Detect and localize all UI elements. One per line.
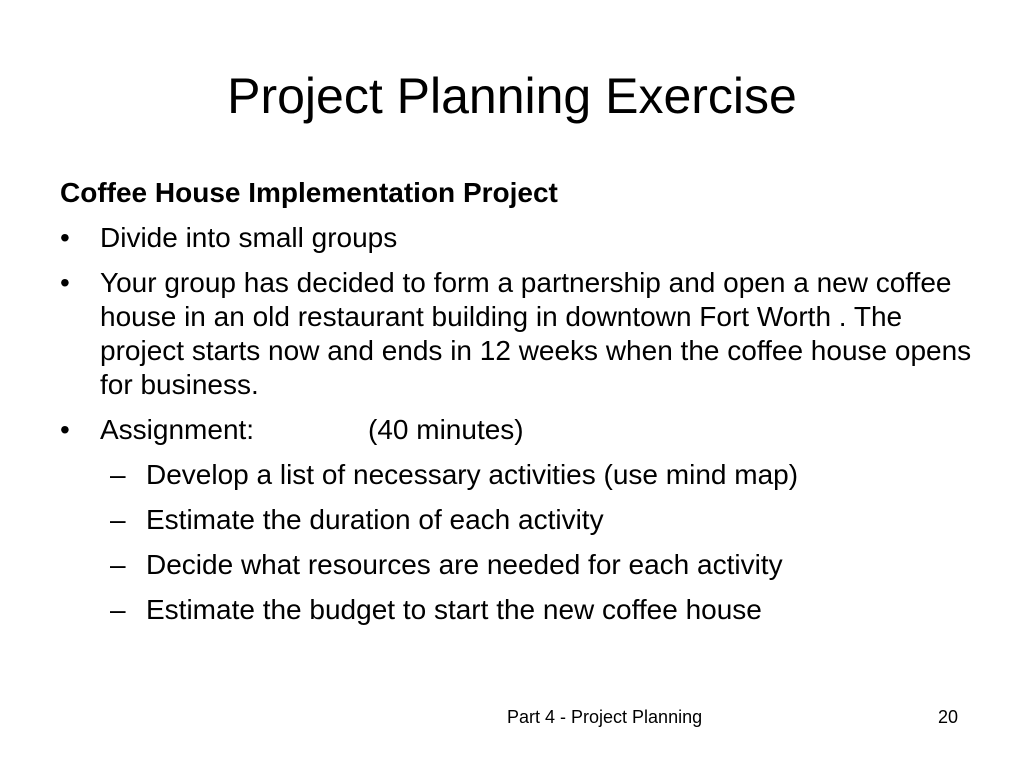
subbullet-marker: – <box>110 504 126 535</box>
slide-title: Project Planning Exercise <box>227 68 797 124</box>
project-subheading: Coffee House Implementation Project <box>60 177 558 208</box>
assignment-duration: (40 minutes) <box>368 414 524 445</box>
bullet-marker: • <box>60 414 70 445</box>
subbullet-marker: – <box>110 459 126 490</box>
assignment-line <box>100 413 990 447</box>
assignment-label: Assignment: <box>100 414 255 445</box>
subbullet-text: Estimate the duration of each activity <box>146 504 604 535</box>
bullet-item <box>60 221 990 255</box>
bullet-item-assignment <box>60 413 990 447</box>
slide-body <box>60 176 990 638</box>
subbullet-text: Develop a list of necessary activities (use mind map) <box>146 459 799 490</box>
footer-section-label: Part 4 - Project Planning <box>507 707 703 727</box>
bullet-marker: • <box>60 222 70 253</box>
subbullet-item <box>60 458 990 492</box>
page-number: 20 <box>938 707 959 727</box>
subbullet-item <box>60 593 990 627</box>
bullet-marker: • <box>60 267 70 298</box>
subbullet-marker: – <box>110 549 126 580</box>
subbullet-text: Estimate the budget to start the new coffee house <box>146 594 762 625</box>
bullet-text: Divide into small groups <box>100 222 398 253</box>
subbullet-marker: – <box>110 594 126 625</box>
subbullet-text: Decide what resources are needed for each activity <box>146 549 783 580</box>
subbullet-item <box>60 548 990 582</box>
bullet-item <box>60 266 990 402</box>
subbullet-item <box>60 503 990 537</box>
bullet-text: Your group has decided to form a partnership and open a new coffee house in an old restaurant building in downtown Fort Worth . The project starts now and ends in 12 weeks when the coffee house opens for business. <box>100 267 972 400</box>
